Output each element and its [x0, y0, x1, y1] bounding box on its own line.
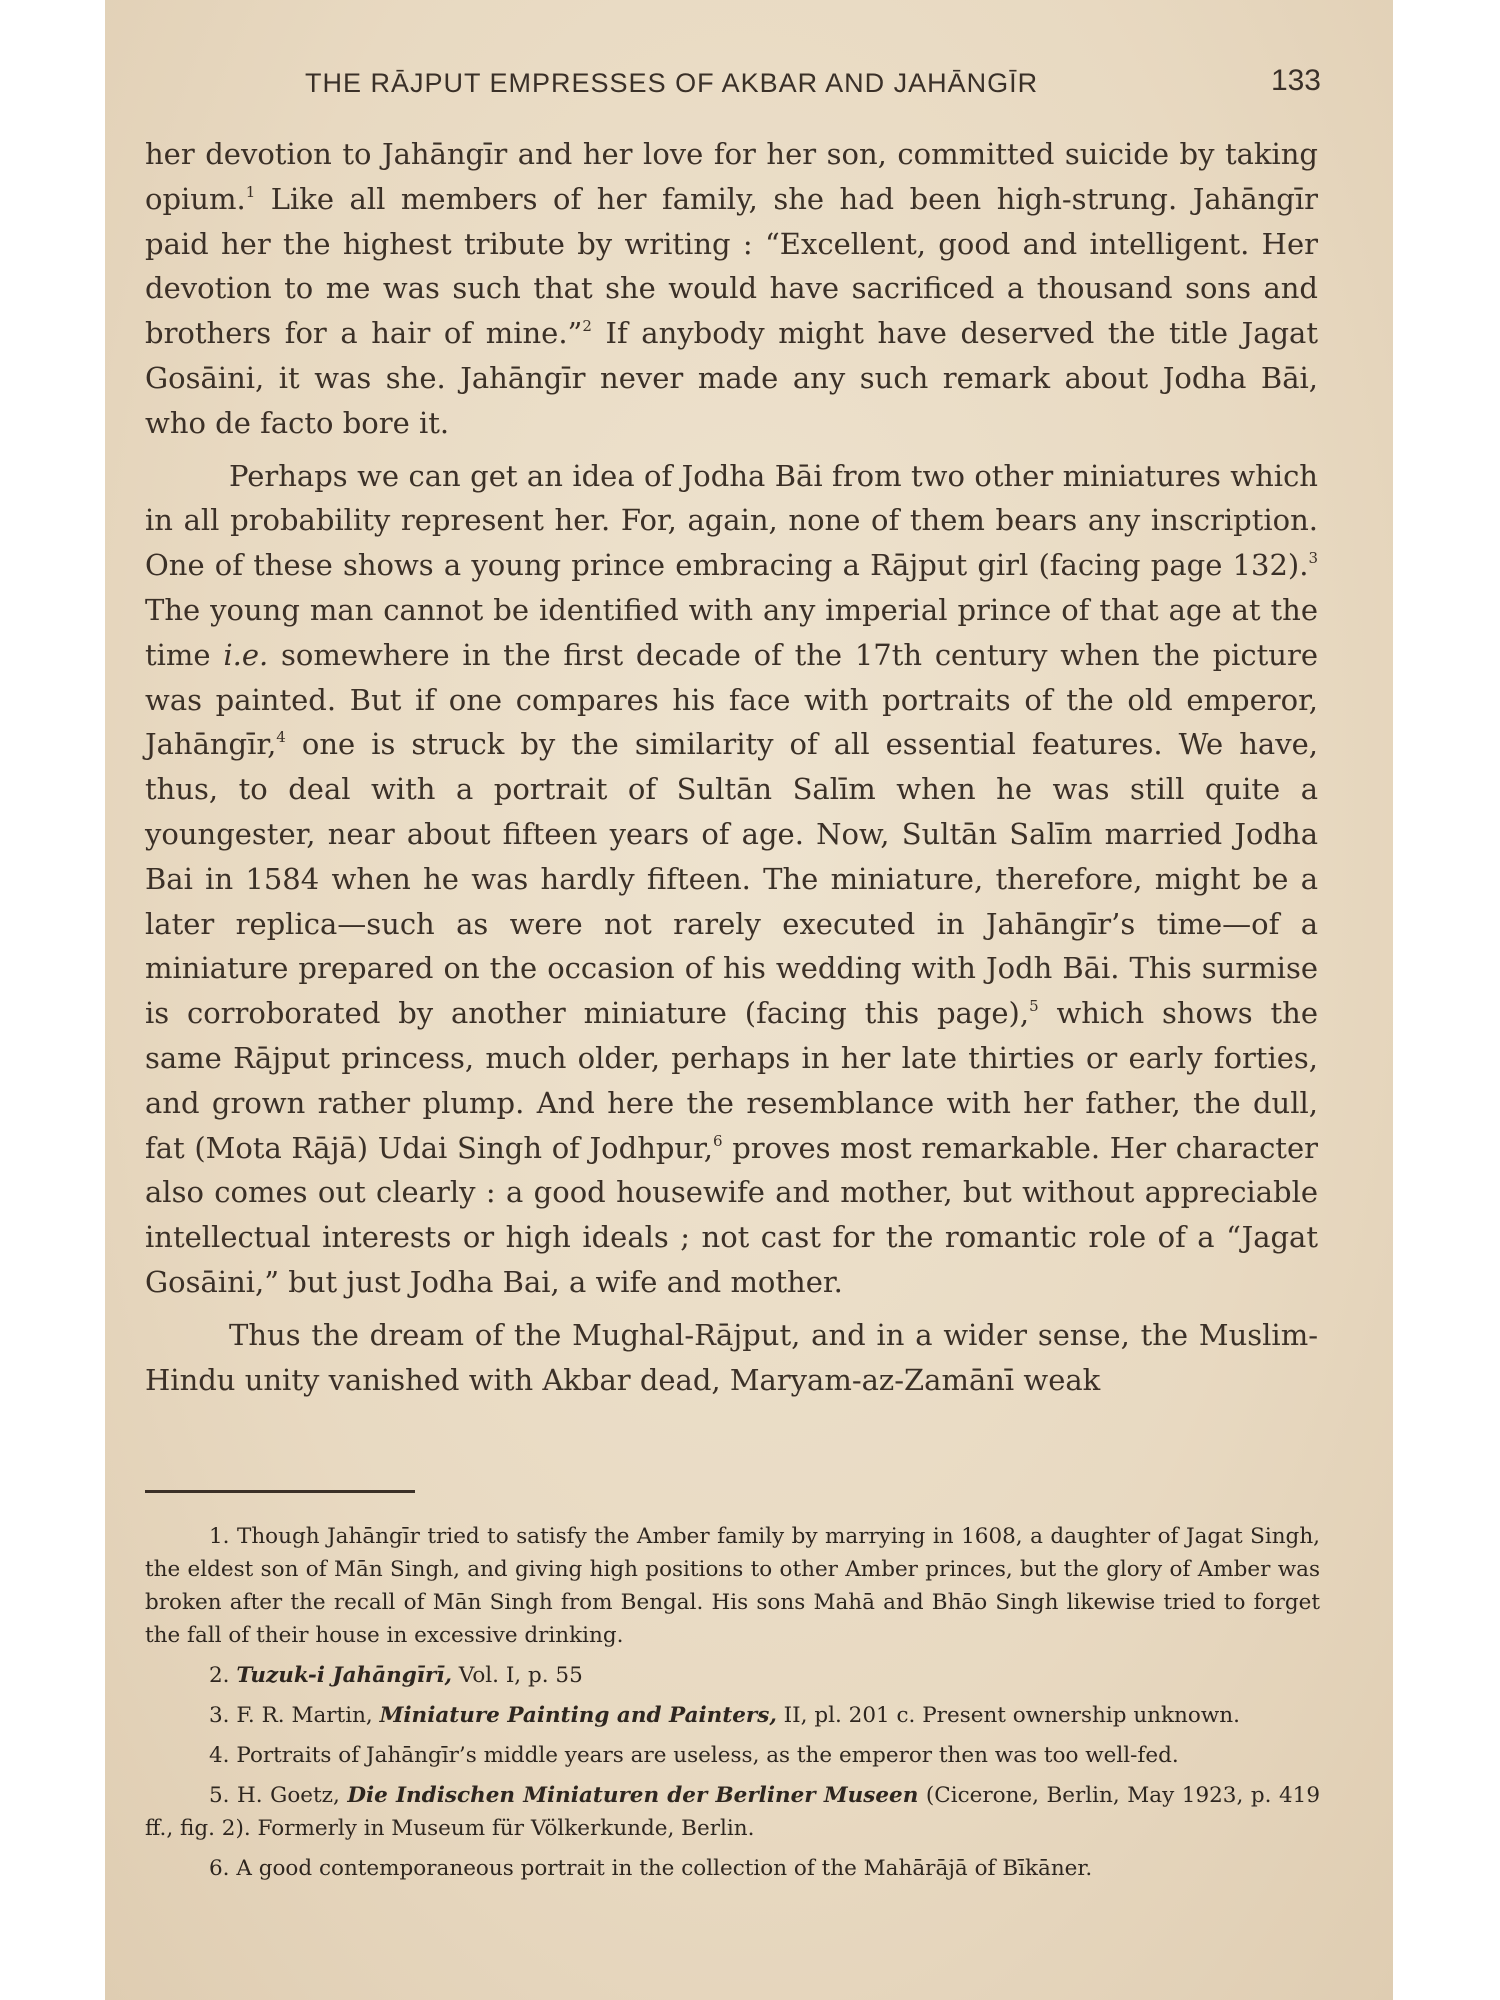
paragraph-2-text-d: one is struck by the similarity of all essential features. We have, thus, to deal with a portrait of Sultān Salīm when he was still quite a youngester, near about fifteen years of age. Now, Sultān Salīm married Jodha Bai in 1584 when he was hardly fifteen. The miniature, therefore, might be a later replica—such as were not rarely executed in Jahāngīr’s time—of a miniature prepared on the occasion of his wedding with Jodh Bāi. This surmise is corroborated by another miniature (facing this page), — [145, 727, 1318, 1031]
footnote-2 — [145, 1659, 1320, 1692]
running-title: THE RĀJPUT EMPRESSES OF AKBAR AND JAHĀNGĪR — [305, 68, 1039, 98]
paragraph-2 — [145, 454, 1318, 1305]
footnote-5 — [145, 1779, 1320, 1845]
paragraph-2-text-b: The young man cannot be identified with any imperial prince of that age at the time — [145, 592, 1318, 672]
paragraph-2-text-e: which shows the same Rājput princess, much older, perhaps in her late thirties or early forties, and grown rather plump. And here the resemblance with her father, the dull, fat (Mota Rājā) Udai Singh of Jodhpur, — [145, 996, 1318, 1165]
paragraph-2-ie: i.e. — [223, 637, 269, 672]
paragraph-2-text-f: proves most remarkable. Her character also comes out clearly : a good housewife and mother, but without appreciable intellectual interests or high ideals ; not cast for the romantic role of a “Jagat Gosāini,” but just Jodha Bai, a wife and mother. — [145, 1130, 1318, 1299]
body-text — [145, 132, 1318, 1410]
footnote-ref-3: 3 — [1308, 549, 1318, 568]
footnote-5-title: Die Indischen Miniaturen der Berliner Museen — [347, 1783, 919, 1808]
paragraph-1-text-a: her devotion to Jahāngīr and her love for her son, committed suicide by taking opium. — [145, 137, 1318, 216]
footnote-ref-2: 2 — [582, 317, 592, 336]
paragraph-1-text-b: Like all members of her family, she had been high-strung. Jahāngīr paid her the highest tribute by writing : “Excellent, good and intelligent. Her devotion to me was such that she would have sacrificed a thousand sons and brothers for a hair of mine.” — [145, 181, 1318, 351]
page-header — [105, 58, 1393, 108]
book-page — [105, 0, 1393, 2000]
paragraph-1 — [145, 132, 1318, 446]
footnote-5-rest: (Cicerone, Berlin, May 1923, p. 419 ff., fig. 2). Formerly in Museum für Völkerkunde, Berlin. — [145, 1783, 1320, 1841]
footnote-4: 4. Portraits of Jahāngīr’s middle years are useless, as the emperor then was too well-fed. — [209, 1743, 1179, 1768]
footnote-3 — [145, 1699, 1320, 1732]
paragraph-3: Thus the dream of the Mughal-Rājput, and in a wider sense, the Muslim-Hindu unity vanished with Akbar dead, Maryam-az-Zamānī weak — [145, 1317, 1318, 1397]
footnote-5-author: 5. H. Goetz, — [209, 1783, 348, 1808]
footnote-ref-5: 5 — [1029, 997, 1039, 1016]
page-number: 133 — [1270, 64, 1321, 97]
footnote-ref-6: 6 — [713, 1131, 723, 1150]
footnote-3-author: 3. F. R. Martin, — [209, 1703, 380, 1728]
footnote-ref-1: 1 — [245, 182, 256, 201]
footnote-3-rest: II, pl. 201 c. Present ownership unknown. — [776, 1703, 1240, 1728]
footnotes — [145, 1520, 1320, 1892]
paragraph-2-text-c: somewhere in the first decade of the 17th century when the picture was painted. But if one compares his face with portraits of the old emperor, Jahāngīr, — [145, 637, 1319, 762]
footnote-2-title: Tuzuk-i Jahāngīrī, — [236, 1663, 452, 1688]
paragraph-2-text-a: Perhaps we can get an idea of Jodha Bāi from two other miniatures which in all probability represent her. For, again, none of them bears any inscription. One of these shows a young prince embracing a Rājput girl (facing page 132). — [145, 458, 1318, 583]
footnote-3-title: Miniature Painting and Painters, — [379, 1703, 777, 1728]
footnote-1: 1. Though Jahāngīr tried to satisfy the Amber family by marrying in 1608, a daughter of Jagat Singh, the eldest son of Mān Singh, and giving high positions to other Amber princes, but the glory of Amber was broken after the recall of Mān Singh from Bengal. His sons Mahā and Bhāo Singh likewise tried to forget the fall of their house in excessive drinking. — [145, 1524, 1320, 1648]
footnote-2-number: 2. — [209, 1663, 237, 1688]
footnote-ref-4: 4 — [276, 728, 286, 747]
footnote-2-rest: Vol. I, p. 55 — [451, 1663, 583, 1688]
footnote-6: 6. A good contemporaneous portrait in the collection of the Mahārājā of Bīkāner. — [209, 1856, 1093, 1881]
paragraph-1-text-c: If anybody might have deserved the title Jagat Gosāini, it was she. Jahāngīr never made any such remark about Jodha Bāi, who de facto bore it. — [145, 316, 1318, 440]
footnote-separator — [145, 1490, 415, 1493]
